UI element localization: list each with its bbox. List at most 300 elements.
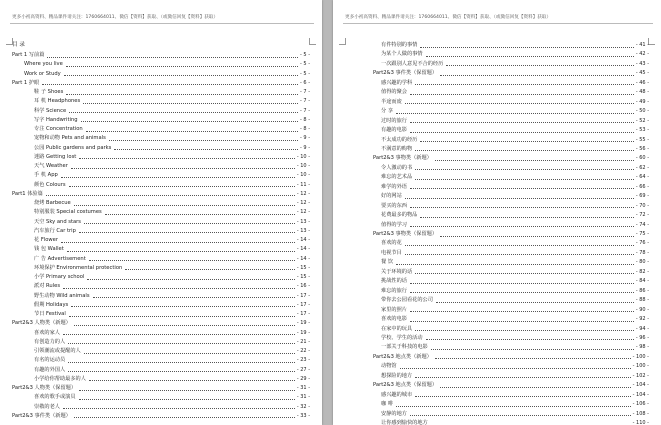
toc-page-number: - 7 - (300, 107, 310, 114)
toc-leader-dots (410, 226, 634, 227)
toc-entry[interactable] (34, 181, 310, 189)
toc-entry-title: 动物馆 (381, 363, 397, 370)
toc-entry-title: 假期 Holidays (34, 301, 69, 308)
toc-entry-title: 环境保护 Environmental protection (34, 264, 123, 271)
toc-page-number: - 86 - (635, 287, 649, 294)
toc-entry[interactable] (34, 97, 310, 105)
toc-entry[interactable] (381, 50, 649, 58)
toc-page-number: - 13 - (296, 218, 310, 225)
toc-leader-dots (84, 353, 295, 354)
toc-leader-dots (79, 232, 295, 233)
toc-entry[interactable] (12, 319, 310, 327)
toc-leader-dots (396, 264, 634, 265)
toc-page-number: - 84 - (635, 278, 649, 285)
toc-entry[interactable] (381, 268, 649, 276)
toc-page-number: - 110 - (632, 420, 649, 425)
toc-leader-dots (405, 254, 634, 255)
toc-entry[interactable] (34, 162, 310, 170)
toc-page-number: - 11 - (296, 181, 310, 188)
toc-leader-dots (415, 330, 634, 331)
toc-entry[interactable] (381, 126, 649, 134)
toc-entry[interactable] (381, 60, 649, 68)
toc-entry-title: 令人激动的书 (381, 164, 413, 171)
toc-entry-title: 有件特别的事情 (381, 42, 418, 48)
toc-page-number: - 92 - (635, 316, 649, 323)
toc-entry[interactable] (381, 239, 649, 247)
toc-entry-title: 公园 Public gardens and parks (34, 144, 112, 151)
toc-leader-dots (93, 297, 295, 298)
toc-entry[interactable] (34, 236, 310, 244)
toc-page-number: - 16 - (296, 283, 310, 290)
toc-entry[interactable] (381, 117, 649, 125)
toc-entry[interactable] (373, 230, 649, 238)
toc-page-number: - 108 - (632, 410, 649, 417)
toc-entry[interactable] (381, 136, 649, 144)
toc-entry-title: 手 机 App (34, 172, 58, 179)
toc-entry[interactable] (381, 202, 649, 210)
toc-entry[interactable] (34, 310, 310, 318)
toc-entry[interactable] (34, 208, 310, 216)
toc-page-number: - 55 - (635, 136, 649, 143)
toc-entry-title: 好的网站 (381, 193, 402, 200)
toc-entry[interactable] (34, 245, 310, 253)
toc-entry-title: Work or Study (24, 70, 61, 77)
toc-entry[interactable] (34, 356, 310, 364)
toc-entry[interactable] (381, 277, 649, 285)
toc-entry-title: 不满意的购物 (381, 145, 413, 152)
toc-page-number: - 14 - (296, 237, 310, 243)
toc-page-number: - 52 - (635, 117, 649, 124)
toc-entry[interactable] (34, 153, 310, 161)
toc-entry[interactable] (381, 400, 649, 408)
toc-entry[interactable] (381, 372, 649, 380)
toc-entry[interactable] (373, 381, 649, 389)
toc-entry-title: 想探险的地方 (381, 372, 413, 379)
toc-leader-dots (69, 186, 295, 187)
toc-page-number: - 45 - (635, 70, 649, 77)
toc-entry[interactable] (381, 306, 649, 314)
toc-leader-dots (431, 349, 634, 350)
toc-page-number: - 32 - (296, 403, 310, 410)
toc-entry[interactable] (373, 154, 649, 162)
toc-leader-dots (446, 65, 634, 66)
toc-page-number: - 14 - (296, 255, 310, 262)
toc-page-number: - 10 - (296, 163, 310, 169)
toc-entry-title: 花 Flower (34, 237, 59, 243)
toc-entry[interactable] (381, 192, 649, 200)
toc-entry-title: 一次跟别人意见不合的经历 (381, 60, 444, 67)
toc-entry[interactable] (381, 419, 649, 425)
toc-page-number: - 75 - (635, 231, 649, 237)
toc-entry[interactable] (381, 88, 649, 96)
toc-entry[interactable] (34, 107, 310, 115)
toc-page-number: - 7 - (300, 89, 310, 95)
toc-entry-title: 值得的学习 (381, 221, 407, 228)
toc-page-number: - 12 - (296, 200, 310, 206)
toc-leader-dots (63, 334, 295, 335)
toc-page-number: - 31 - (296, 394, 310, 401)
toc-entry-title: 在家中的玩具 (381, 325, 413, 332)
toc-entry[interactable] (24, 60, 310, 68)
toc-entry-title: 节日 Festival (34, 311, 66, 317)
toc-entry[interactable] (34, 171, 310, 179)
toc-leader-dots (405, 245, 634, 246)
toc-leader-dots (410, 292, 634, 293)
toc-page-number: - 98 - (635, 344, 649, 351)
toc-entry-title: 让你感到愉快的地方 (381, 420, 428, 425)
toc-entry-title: 分 享 (381, 108, 394, 115)
toc-leader-dots (410, 311, 634, 312)
toc-leader-dots (410, 283, 634, 284)
toc-leader-dots (396, 113, 634, 114)
toc-entry-title: 天空 Sky and stars (34, 218, 82, 225)
toc-entry[interactable] (12, 412, 310, 420)
toc-page-number: - 8 - (300, 116, 310, 123)
toc-page-number: - 17 - (296, 292, 310, 299)
toc-entry[interactable] (12, 79, 310, 87)
toc-entry[interactable] (34, 227, 310, 235)
toc-entry[interactable] (381, 334, 649, 342)
toc-entry[interactable] (12, 190, 310, 198)
toc-entry-title: 感兴趣的学科 (381, 79, 413, 86)
toc-leader-dots (436, 302, 634, 303)
toc-entry-title: 颜色 Colours (34, 181, 66, 188)
toc-entry[interactable] (12, 51, 310, 59)
toc-leader-dots (87, 279, 294, 280)
toc-entry-title: 天气 Weather (34, 163, 68, 169)
header-divider (343, 23, 653, 24)
toc-leader-dots (396, 406, 631, 407)
toc-leader-dots (410, 122, 634, 123)
toc-page-number: - 56 - (635, 145, 649, 152)
toc-page-number: - 29 - (296, 375, 310, 382)
toc-page-number: - 53 - (635, 127, 649, 134)
toc-entry-title: 难学的外语 (381, 183, 407, 190)
toc-leader-dots (68, 362, 295, 363)
toc-entry-title: 小学给你帮助最多的人 (34, 375, 86, 382)
toc-entry-title: 派对 Rules (34, 283, 61, 290)
toc-entry-title: 电视节目 (381, 249, 402, 256)
toc-entry[interactable] (34, 403, 310, 411)
toc-entry[interactable] (34, 292, 310, 300)
toc-entry-title: 有趣的电影 (381, 127, 407, 134)
toc-entry-title: 崇敬的老人 (34, 403, 60, 410)
toc-entry-title: 为某个人做的事情 (381, 51, 423, 58)
toc-leader-dots (46, 195, 295, 196)
toc-leader-dots (420, 141, 634, 142)
toc-leader-dots (114, 149, 298, 150)
toc-entry[interactable] (381, 221, 649, 229)
toc-leader-dots (47, 57, 298, 58)
toc-entry[interactable] (24, 70, 310, 78)
toc-leader-dots (410, 207, 634, 208)
toc-entry-title: 迷路 Getting lost (34, 153, 77, 160)
toc-entry-title: 挑战性的话 (381, 278, 407, 285)
page-header: 更多小初高资料、精品课件请关注：1760664011、微信【资料】获取、（或微信回复【资料】获取） (12, 15, 219, 20)
toc-entry-title: Where you live (24, 61, 63, 68)
toc-entry-title: Part2&3 事物类（保留题） (373, 231, 438, 237)
toc-entry[interactable] (34, 338, 310, 346)
toc-entry[interactable] (381, 410, 649, 418)
toc-page-number: - 102 - (632, 372, 649, 379)
toc-page-number: - 43 - (635, 60, 649, 67)
toc-entry-title: 关于环境的话 (381, 268, 413, 275)
toc-entry-title: 难忘的旅行 (381, 287, 407, 294)
toc-entry-title: 半途而废 (381, 98, 402, 105)
toc-entry[interactable] (373, 69, 649, 77)
toc-entry[interactable] (34, 144, 310, 152)
toc-entry[interactable] (381, 79, 649, 87)
toc-page-number: - 14 - (296, 246, 310, 253)
toc-leader-dots (410, 188, 634, 189)
toc-page-number: - 15 - (296, 274, 310, 280)
toc-entry[interactable] (381, 258, 649, 266)
toc-leader-dots (420, 217, 634, 218)
toc-entry[interactable] (381, 98, 649, 106)
toc-leader-dots (64, 75, 298, 76)
toc-entry[interactable] (381, 183, 649, 191)
toc-entry-title: 鞋 子 Shoes (34, 89, 64, 95)
toc-leader-dots (415, 169, 634, 170)
toc-leader-dots (426, 56, 634, 57)
toc-leader-dots (420, 47, 634, 48)
toc-leader-dots (63, 408, 295, 409)
toc-entry-title: 咖 啡 (381, 401, 394, 408)
toc-leader-dots (66, 66, 298, 67)
toc-leader-dots (415, 377, 631, 378)
toc-entry-title: 喜欢的歌手或演员 (34, 394, 76, 401)
toc-entry-title: 家里的照片 (381, 306, 407, 313)
toc-leader-dots (440, 75, 634, 76)
toc-entry[interactable] (34, 273, 310, 281)
toc-leader-dots (83, 103, 298, 104)
toc-entry[interactable] (381, 41, 649, 49)
toc-entry-title: 汽车旅行 Car trip (34, 227, 76, 234)
toc-entry[interactable] (373, 353, 649, 361)
toc-entry[interactable] (34, 393, 310, 401)
toc-entry[interactable] (34, 366, 310, 374)
toc-page-number: - 15 - (296, 264, 310, 271)
toc-entry-title: Part2&3 地点类（保留题） (373, 382, 438, 389)
toc-entry-title: 安静的地方 (381, 410, 407, 417)
toc-entry-title: 一部关于科技的电影 (381, 344, 428, 351)
toc-page-number: - 60 - (635, 155, 649, 162)
toc-page-number: - 33 - (296, 412, 310, 419)
toc-entry[interactable] (381, 249, 649, 257)
toc-leader-dots (415, 179, 634, 180)
toc-entry[interactable] (34, 301, 310, 309)
toc-page-number: - 27 - (296, 366, 310, 373)
page-corner-mark (339, 38, 346, 45)
toc-page-number: - 17 - (296, 311, 310, 317)
toc-page-number: - 100 - (632, 353, 649, 360)
toc-leader-dots (84, 223, 295, 224)
toc-entry[interactable] (34, 88, 310, 96)
toc-page-number: - 69 - (635, 193, 649, 200)
toc-leader-dots (435, 358, 631, 359)
toc-entry-title: 感兴趣的城市 (381, 391, 413, 398)
toc-entry[interactable] (34, 116, 310, 124)
toc-page-number: - 22 - (296, 348, 310, 354)
toc-leader-dots (125, 269, 295, 270)
page-corner-mark (309, 38, 316, 45)
toc-entry-title: Part 1 护眼 (12, 79, 40, 86)
toc-page-number: - 74 - (635, 221, 649, 228)
toc-entry[interactable] (34, 282, 310, 290)
toc-page-number: - 17 - (296, 301, 310, 308)
toc-entry[interactable] (381, 296, 649, 304)
toc-page-number: - 76 - (635, 240, 649, 247)
toc-entry[interactable] (381, 287, 649, 295)
toc-page-number: - 88 - (635, 297, 649, 304)
toc-entry[interactable] (34, 134, 310, 142)
toc-page-number: - 42 - (635, 51, 649, 58)
toc-entry-title: 过时的旅行 (381, 117, 407, 124)
toc-entry-title: 专注 Concentration (34, 126, 83, 132)
toc-leader-dots (86, 131, 298, 132)
toc-page-number: - 100 - (632, 363, 649, 370)
toc-page-number: - 13 - (296, 227, 310, 234)
toc-page-number: - 10 - (296, 153, 310, 160)
toc-leader-dots (426, 339, 634, 340)
toc-page-number: - 9 - (300, 144, 310, 151)
toc-entry-title: 喜欢的电影 (381, 316, 407, 323)
toc-entry-title: 烧烤 Barbecue (34, 200, 71, 206)
toc-leader-dots (440, 387, 631, 388)
toc-entry[interactable] (381, 107, 649, 115)
toc-entry-title: Part2&3 事件类（保留题） (373, 70, 438, 77)
toc-leader-dots (63, 288, 295, 289)
toc-entry[interactable] (381, 211, 649, 219)
toc-entry-title: 值得的聚会 (381, 89, 407, 96)
toc-page-number: - 106 - (632, 401, 649, 408)
toc-entry[interactable] (381, 362, 649, 370)
toc-page-number: - 31 - (296, 385, 310, 391)
toc-leader-dots (74, 325, 295, 326)
toc-leader-dots (68, 371, 295, 372)
toc-entry-title: 写字 Handwriting (34, 116, 78, 123)
toc-leader-dots (415, 84, 634, 85)
toc-leader-dots (405, 103, 634, 104)
toc-page-number: - 80 - (635, 259, 649, 266)
toc-page-number: - 12 - (296, 209, 310, 216)
toc-page-number: - 41 - (635, 42, 649, 48)
toc-entry[interactable] (381, 164, 649, 172)
toc-entry-title: Part2&3 地点类（新题） (373, 353, 432, 360)
toc-page-number: - 96 - (635, 334, 649, 341)
toc-entry-title: 不太成功的经历 (381, 136, 418, 143)
toc-page-number: - 49 - (635, 98, 649, 105)
toc-leader-dots (79, 390, 295, 391)
toc-entry[interactable] (34, 218, 310, 226)
toc-page-number: - 48 - (635, 89, 649, 96)
toc-leader-dots (42, 84, 298, 85)
toc-entry-title: 广 告 Advertisement (34, 255, 86, 262)
toc-page-number: - 6 - (300, 79, 310, 86)
toc-page-number: - 62 - (635, 164, 649, 171)
toc-entry-title: 喜欢的家人 (34, 329, 60, 336)
toc-leader-dots (68, 343, 295, 344)
toc-entry[interactable] (34, 375, 310, 383)
toc-entry-title: 耳 机 Headphones (34, 98, 81, 105)
toc-entry[interactable] (381, 343, 649, 351)
toc-entry[interactable] (34, 347, 310, 355)
toc-entry-title: 引领潮流或提醒的人 (34, 348, 81, 354)
toc-entry-title: 花费最多的物品 (381, 212, 418, 219)
toc-entry[interactable] (12, 384, 310, 392)
toc-leader-dots (109, 140, 298, 141)
toc-page-number: - 94 - (635, 325, 649, 332)
toc-leader-dots (71, 168, 295, 169)
toc-leader-dots (415, 396, 631, 397)
toc-entry[interactable] (34, 199, 310, 207)
toc-leader-dots (89, 260, 295, 261)
toc-leader-dots (81, 121, 298, 122)
toc-page-number: - 104 - (632, 382, 649, 389)
toc-entry-title: 要买的东西 (381, 202, 407, 209)
toc-page-number: - 64 - (635, 174, 649, 181)
toc-entry-title: Part2&3 人物类（新题） (12, 320, 71, 327)
toc-entry[interactable] (34, 125, 310, 133)
toc-page-number: - 21 - (296, 338, 310, 345)
document-page-right (333, 0, 661, 425)
toc-page-number: - 23 - (296, 357, 310, 364)
toc-page-number: - 5 - (300, 70, 310, 77)
toc-entry[interactable] (381, 325, 649, 333)
toc-page-number: - 19 - (296, 329, 310, 336)
toc-leader-dots (410, 321, 634, 322)
page-header: 更多小初高资料、精品课件请关注：1760664011、微信【资料】获取、（或微信回复【资料】获取） (345, 15, 552, 20)
toc-leader-dots (415, 273, 634, 274)
toc-leader-dots (61, 177, 295, 178)
toc-leader-dots (61, 242, 295, 243)
toc-entry-title: 小学 Primary school (34, 274, 85, 280)
toc-entry-title: 有创造力的人 (34, 338, 66, 345)
toc-entry-title: 有趣的外国人 (34, 366, 66, 373)
toc-page-number: - 10 - (296, 172, 310, 179)
toc-page-number: - 90 - (635, 306, 649, 313)
toc-page-number: - 9 - (300, 135, 310, 142)
toc-entry-title: 带你去公园看花的公司 (381, 297, 433, 304)
toc-entry[interactable] (34, 255, 310, 263)
toc-entry[interactable] (381, 315, 649, 323)
toc-entry[interactable] (381, 145, 649, 153)
toc-leader-dots (89, 380, 295, 381)
toc-entry-title: Part2&3 事物类（新题） (373, 155, 432, 162)
toc-leader-dots (415, 150, 634, 151)
toc-entry[interactable] (381, 173, 649, 181)
toc-leader-dots (69, 112, 298, 113)
toc-entry[interactable] (34, 329, 310, 337)
toc-entry-title: 学校、学生的活动 (381, 334, 423, 341)
toc-entry[interactable] (381, 391, 649, 399)
toc-leader-dots (400, 368, 631, 369)
toc-leader-dots (435, 160, 634, 161)
toc-entry[interactable] (34, 264, 310, 272)
toc-page-number: - 12 - (296, 190, 310, 197)
toc-entry-title: Part1 体验篇 (12, 190, 43, 197)
toc-entry-title: Part2&3 人物类（保留题） (12, 385, 77, 391)
toc-leader-dots (79, 158, 295, 159)
toc-leader-dots (410, 94, 634, 95)
toc-page-number: - 5 - (300, 52, 310, 58)
toc-leader-dots (410, 415, 631, 416)
toc-page-number: - 19 - (296, 320, 310, 327)
toc-leader-dots (440, 236, 634, 237)
toc-leader-dots (66, 94, 298, 95)
toc-leader-dots (69, 316, 295, 317)
toc-entry-title: 钱 包 Wallet (34, 246, 64, 253)
